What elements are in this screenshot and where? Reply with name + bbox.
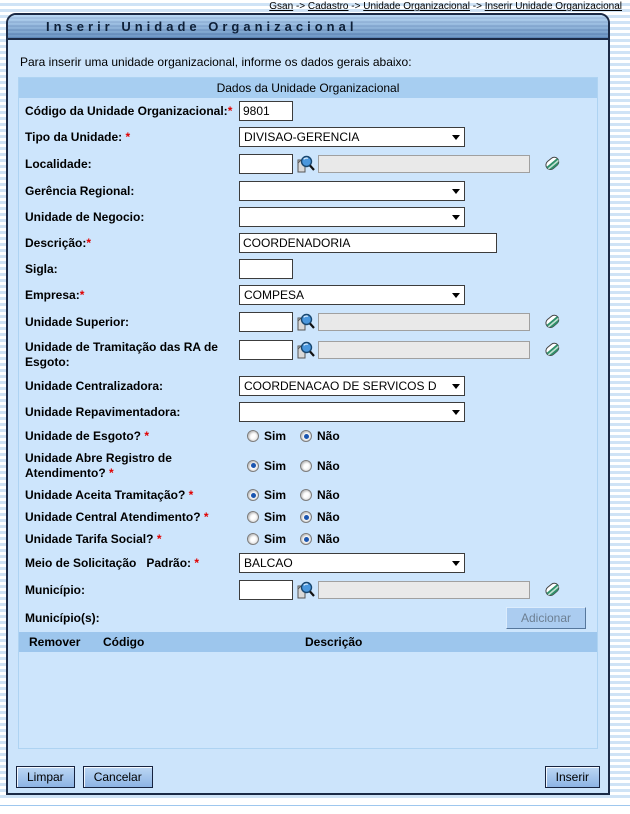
limpar-button[interactable]: Limpar <box>16 766 75 788</box>
tarifa-social-label: Unidade Tarifa Social? * <box>25 532 162 546</box>
breadcrumb-link-gsan[interactable]: Gsan <box>269 1 294 12</box>
unidade-repavimentadora-label: Unidade Repavimentadora: <box>25 405 181 419</box>
breadcrumb-link-unidade-organizacional[interactable]: Unidade Organizacional <box>363 1 470 12</box>
field-row-unidade-repavimentadora <box>19 399 597 425</box>
unidade-centralizadora-select[interactable] <box>239 376 465 396</box>
radio-label-nao: Não <box>317 488 340 502</box>
breadcrumb-link-cadastro[interactable]: Cadastro <box>307 1 349 12</box>
field-row-abre-registro <box>19 447 597 484</box>
municipio-code-input[interactable] <box>239 580 293 600</box>
footer-actions <box>16 766 600 788</box>
required-marker: * <box>109 466 114 480</box>
abre-registro-label: Unidade Abre Registro de Atendimento? * <box>25 451 175 480</box>
required-marker: * <box>79 288 85 302</box>
descricao-label: Descrição:* <box>25 236 92 250</box>
field-row-municipio <box>19 576 597 604</box>
field-row-unidade-esgoto <box>19 425 597 447</box>
breadcrumb-separator: -> <box>469 1 485 12</box>
field-row-aceita-tramitacao <box>19 484 597 506</box>
column-header-descricao: Descrição <box>305 635 363 649</box>
required-marker: * <box>188 488 194 502</box>
localidade-label: Localidade: <box>25 157 92 171</box>
localidade-search-icon[interactable] <box>294 153 316 175</box>
radio-label-sim: Sim <box>264 488 287 502</box>
breadcrumb <box>269 1 622 12</box>
dropdown-arrow-icon <box>452 384 460 389</box>
meio-solicitacao-select-value: BALCAO <box>244 556 293 570</box>
empresa-select-value: COMPESA <box>244 288 305 302</box>
sigla-input[interactable] <box>239 259 293 279</box>
field-row-unidade-superior <box>19 308 597 336</box>
abre-registro-radio-sim[interactable] <box>247 460 259 472</box>
column-header-remover: Remover <box>29 635 81 649</box>
radio-label-nao: Não <box>317 510 340 524</box>
radio-label-nao: Não <box>317 429 340 443</box>
dropdown-arrow-icon <box>452 561 460 566</box>
localidade-eraser-icon[interactable] <box>541 153 563 175</box>
cancelar-button[interactable]: Cancelar <box>83 766 153 788</box>
sigla-label: Sigla: <box>25 262 58 276</box>
main-panel <box>6 13 610 795</box>
unidade-esgoto-radio-nao[interactable] <box>300 430 312 442</box>
unidade-tramitacao-label: Unidade de Tramitação das RA de Esgoto: <box>25 340 222 369</box>
localidade-description-field <box>318 155 530 173</box>
unidade-superior-eraser-icon[interactable] <box>541 311 563 333</box>
adicionar-button[interactable]: Adicionar <box>506 607 586 629</box>
unidade-superior-code-input[interactable] <box>239 312 293 332</box>
municipio-search-icon[interactable] <box>294 579 316 601</box>
section-header-text: Dados da Unidade Organizacional <box>216 81 400 95</box>
unidade-centralizadora-label: Unidade Centralizadora: <box>25 379 164 393</box>
aceita-tramitacao-radio-nao[interactable] <box>300 489 312 501</box>
field-row-codigo <box>19 98 597 124</box>
dropdown-arrow-icon <box>452 135 460 140</box>
meio-solicitacao-select[interactable] <box>239 553 465 573</box>
unidade-repavimentadora-select[interactable] <box>239 402 465 422</box>
field-row-unidade-tramitacao <box>19 336 597 373</box>
radio-label-sim: Sim <box>264 429 287 443</box>
form-section <box>18 77 598 749</box>
central-atendimento-radio-nao[interactable] <box>300 511 312 523</box>
inserir-button[interactable]: Inserir <box>545 766 600 788</box>
dropdown-arrow-icon <box>452 410 460 415</box>
field-row-municipios <box>19 604 597 632</box>
codigo-label: Código da Unidade Organizacional:* <box>25 104 233 118</box>
municipio-label: Município: <box>25 583 85 597</box>
required-marker: * <box>227 104 233 118</box>
localidade-code-input[interactable] <box>239 154 293 174</box>
descricao-input[interactable] <box>239 233 497 253</box>
empresa-label: Empresa:* <box>25 288 85 302</box>
unidade-centralizadora-select-value: COORDENACAO DE SERVICOS D <box>244 379 437 393</box>
dropdown-arrow-icon <box>452 215 460 220</box>
radio-label-sim: Sim <box>264 510 287 524</box>
field-row-central-atendimento <box>19 506 597 528</box>
breadcrumb-link-inserir-unidade[interactable]: Inserir Unidade Organizacional <box>484 1 622 12</box>
aceita-tramitacao-label: Unidade Aceita Tramitação? * <box>25 488 194 502</box>
unidade-superior-search-icon[interactable] <box>294 311 316 333</box>
field-row-descricao <box>19 230 597 256</box>
codigo-input[interactable] <box>239 101 293 121</box>
tarifa-social-radio-sim[interactable] <box>247 533 259 545</box>
dropdown-arrow-icon <box>452 189 460 194</box>
unidade-tramitacao-search-icon[interactable] <box>294 339 316 361</box>
page-title <box>8 15 608 40</box>
required-marker: * <box>144 429 150 443</box>
field-row-meio-solicitacao <box>19 550 597 576</box>
central-atendimento-label: Unidade Central Atendimento? * <box>25 510 209 524</box>
abre-registro-radio-nao[interactable] <box>300 460 312 472</box>
page-title-text: Inserir Unidade Organizacional <box>46 19 358 34</box>
municipio-description-field <box>318 581 530 599</box>
tipo-select-value: DIVISAO-GERENCIA <box>244 130 360 144</box>
required-marker: * <box>194 556 200 570</box>
radio-label-sim: Sim <box>264 458 287 473</box>
radio-label-nao: Não <box>317 532 340 546</box>
field-row-localidade <box>19 150 597 178</box>
meio-solicitacao-label: Meio de Solicitação Padrão: * <box>25 556 200 570</box>
unidade-superior-description-field <box>318 313 530 331</box>
unidade-negocio-select[interactable] <box>239 207 465 227</box>
section-header <box>19 78 597 98</box>
municipio-eraser-icon[interactable] <box>541 579 563 601</box>
central-atendimento-radio-sim[interactable] <box>247 511 259 523</box>
required-marker: * <box>86 236 92 250</box>
radio-label-nao: Não <box>317 458 340 473</box>
page-bottom-divider <box>0 805 630 806</box>
municipios-table-header <box>19 632 597 652</box>
unidade-superior-label: Unidade Superior: <box>25 315 130 329</box>
field-row-sigla <box>19 256 597 282</box>
required-marker: * <box>156 532 162 546</box>
field-row-empresa <box>19 282 597 308</box>
field-row-unidade-centralizadora <box>19 373 597 399</box>
aceita-tramitacao-radio-sim[interactable] <box>247 489 259 501</box>
tipo-label: Tipo da Unidade: * <box>25 130 131 144</box>
gerencia-regional-label: Gerência Regional: <box>25 184 135 198</box>
tarifa-social-radio-nao[interactable] <box>300 533 312 545</box>
required-marker: * <box>125 130 131 144</box>
page-bottom-area <box>0 800 630 814</box>
empresa-select[interactable] <box>239 285 465 305</box>
dropdown-arrow-icon <box>452 293 460 298</box>
municipios-table-body <box>19 652 597 748</box>
unidade-esgoto-label: Unidade de Esgoto? * <box>25 429 150 443</box>
unidade-tramitacao-description-field <box>318 341 530 359</box>
intro-text: Para inserir uma unidade organizacional, informe os dados gerais abaixo: <box>20 55 412 69</box>
breadcrumb-separator: -> <box>293 1 308 12</box>
column-header-codigo: Código <box>103 635 145 649</box>
unidade-tramitacao-eraser-icon[interactable] <box>541 339 563 361</box>
radio-label-sim: Sim <box>264 532 287 546</box>
municipios-label: Município(s): <box>25 611 100 625</box>
field-row-tipo <box>19 124 597 150</box>
unidade-tramitacao-code-input[interactable] <box>239 340 293 360</box>
gerencia-regional-select[interactable] <box>239 181 465 201</box>
unidade-esgoto-radio-sim[interactable] <box>247 430 259 442</box>
tipo-select[interactable] <box>239 127 465 147</box>
required-marker: * <box>203 510 209 524</box>
field-row-unidade-negocio <box>19 204 597 230</box>
unidade-negocio-label: Unidade de Negocio: <box>25 210 145 224</box>
breadcrumb-separator: -> <box>348 1 364 12</box>
field-row-gerencia-regional <box>19 178 597 204</box>
field-row-tarifa-social <box>19 528 597 550</box>
